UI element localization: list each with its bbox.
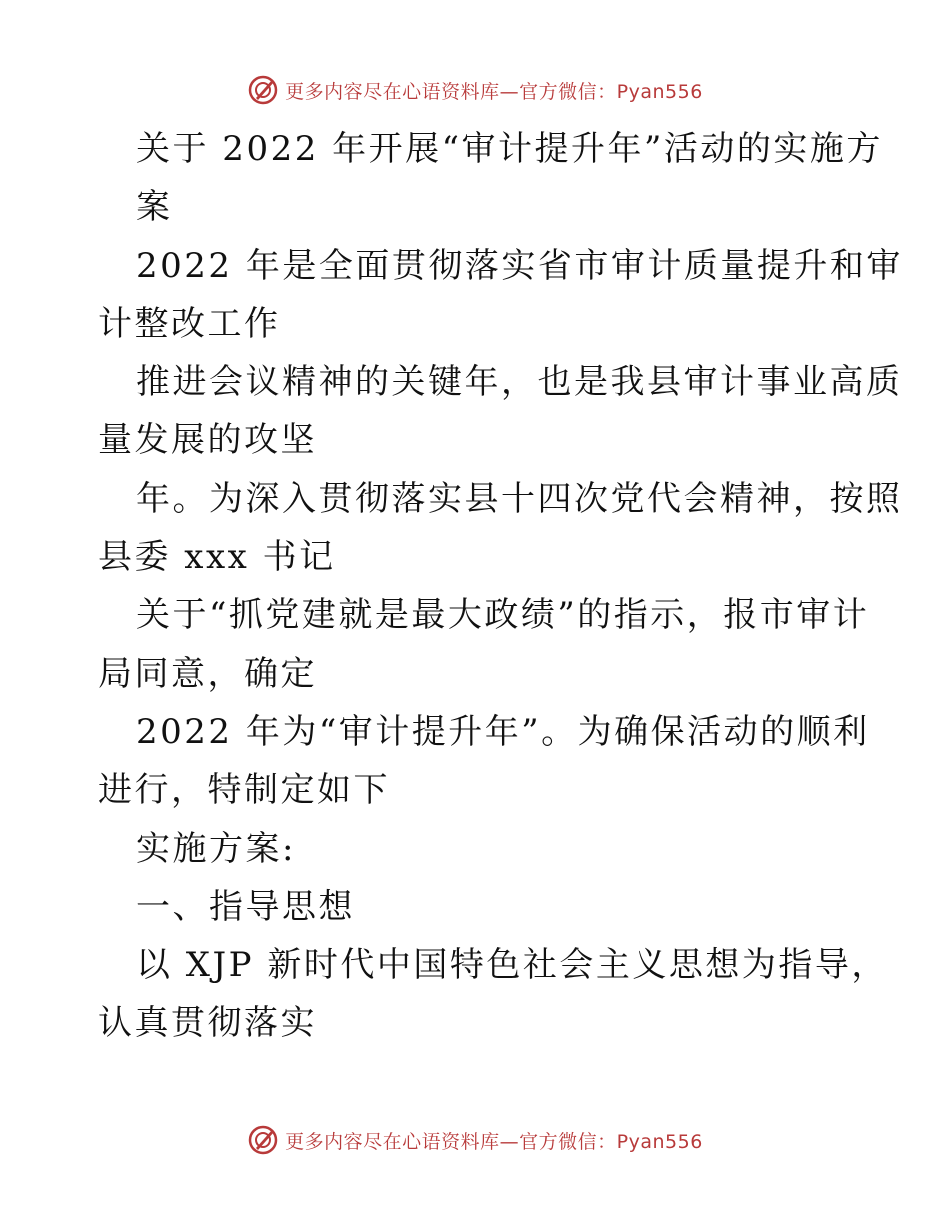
text-line-16: 认真贯彻落实 — [98, 1003, 317, 1044]
text-line-7: 年。为深入贯彻落实县十四次党代会精神，按照 — [136, 478, 903, 519]
text-line-6: 量发展的攻坚 — [98, 420, 317, 461]
footer-watermark-text: 更多内容尽在心语资料库—官方微信：Pyan556 — [285, 1130, 703, 1153]
text-line-3: 2022 年是全面贯彻落实省市审计质量提升和审 — [136, 245, 903, 286]
footer-watermark-banner — [0, 1120, 950, 1160]
document-body — [98, 120, 903, 1053]
text-line-5: 推进会议精神的关键年，也是我县审计事业高质 — [136, 362, 903, 403]
text-line-4: 计整改工作 — [98, 303, 281, 344]
text-line-11: 2022 年为“审计提升年”。为确保活动的顺利 — [136, 711, 870, 752]
pen-logo-icon — [247, 74, 279, 106]
pen-logo-icon — [247, 1124, 279, 1156]
header-watermark-banner — [0, 70, 950, 110]
text-line-10: 局同意，确定 — [98, 653, 317, 694]
text-line-12: 进行，特制定如下 — [98, 770, 390, 811]
text-line-14: 一、指导思想 — [136, 886, 355, 927]
text-line-13: 实施方案: — [136, 828, 296, 869]
text-line-9: 关于“抓党建就是最大政绩”的指示，报市审计 — [136, 595, 870, 636]
text-line-8: 县委 xxx 书记 — [98, 537, 336, 578]
text-line-15: 以 XJP 新时代中国特色社会主义思想为指导， — [136, 945, 888, 986]
text-line-2: 案 — [136, 187, 173, 228]
header-watermark-text: 更多内容尽在心语资料库—官方微信：Pyan556 — [285, 80, 703, 103]
text-line-1: 关于 2022 年开展“审计提升年”活动的实施方 — [136, 129, 883, 169]
